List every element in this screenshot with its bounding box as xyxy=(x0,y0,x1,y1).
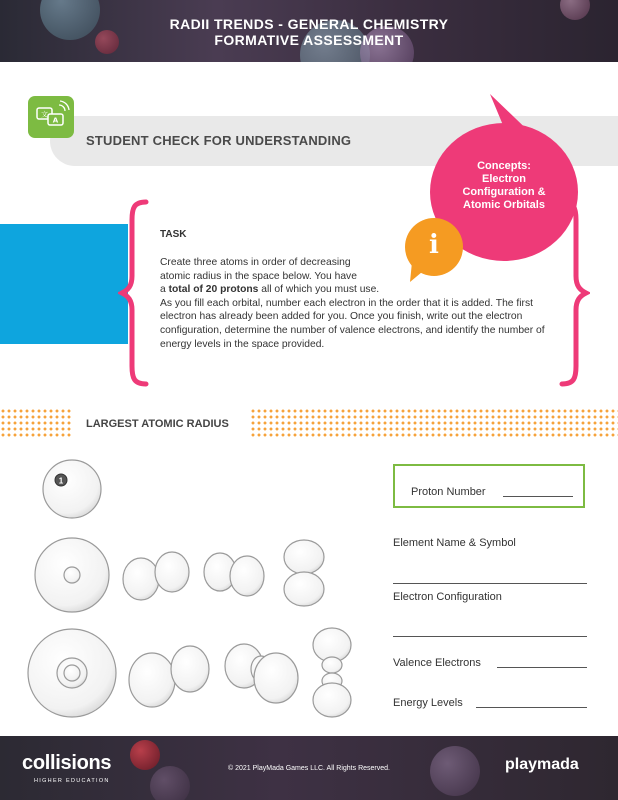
svg-text:文: 文 xyxy=(41,110,48,119)
atom2-p-orbital xyxy=(284,572,324,606)
copyright-text: © 2021 PlayMada Games LLC. All Rights Reserved. xyxy=(228,765,390,772)
valence-electrons-blank[interactable] xyxy=(497,667,587,668)
concepts-line: Atomic Orbitals xyxy=(463,199,545,211)
atom3-p-orbital xyxy=(254,653,298,703)
task-line: Create three atoms in order of decreasing xyxy=(160,257,351,268)
concepts-line: Configuration & xyxy=(462,186,546,198)
atom3-nucleus xyxy=(64,665,80,681)
task-line: As you fill each orbital, number each electron in the order that it is added. The first electron has already been added for you. Once you finish, write out the electron configuration, determine the number of valence electrons, and identify the number of energy levels in the space provided. xyxy=(160,297,545,350)
atom2-p-orbital xyxy=(155,552,189,592)
proton-number-label: Proton Number xyxy=(411,486,486,498)
task-line: atomic radius in the space below. You have xyxy=(160,270,357,282)
atom3-p-orbital xyxy=(313,683,351,717)
atom3-p-orbital xyxy=(322,657,342,673)
concepts-text xyxy=(442,160,566,212)
svg-text:A: A xyxy=(52,116,59,125)
atom-diagrams xyxy=(0,440,380,730)
dotted-divider-left xyxy=(0,408,72,438)
page-subtitle: FORMATIVE ASSESSMENT xyxy=(214,32,404,48)
task-text: a xyxy=(160,284,169,296)
atom3-p-orbital xyxy=(129,653,175,707)
concepts-line: Electron xyxy=(481,173,526,185)
page-title: RADII TRENDS - GENERAL CHEMISTRY xyxy=(169,16,449,32)
dotted-divider-right xyxy=(250,408,618,438)
atom1-orbital xyxy=(43,460,101,518)
electron-configuration-blank[interactable] xyxy=(393,636,587,637)
atom2-p-orbital xyxy=(230,556,264,596)
proton-number-blank[interactable] xyxy=(503,496,573,497)
energy-levels-blank[interactable] xyxy=(476,707,587,708)
valence-electrons-label: Valence Electrons xyxy=(393,657,481,669)
first-electron-number: 1 xyxy=(58,476,64,486)
atom2-p-orbital xyxy=(284,540,324,574)
atom2-nucleus xyxy=(64,567,80,583)
atom3-p-orbital xyxy=(171,646,209,692)
section-banner-title: STUDENT CHECK FOR UNDERSTANDING xyxy=(86,133,352,148)
electron-configuration-label: Electron Configuration xyxy=(393,591,502,603)
task-heading: TASK xyxy=(160,229,187,240)
task-line xyxy=(160,283,552,297)
task-instructions xyxy=(160,256,552,351)
element-name-blank[interactable] xyxy=(393,583,587,584)
concepts-line: Concepts: xyxy=(477,160,531,172)
element-name-label: Element Name & Symbol xyxy=(393,537,516,549)
collisions-logo: collisions xyxy=(22,752,112,774)
info-glyph: i xyxy=(429,230,439,260)
playmada-logo: playmada xyxy=(505,756,579,773)
left-brace-decoration xyxy=(118,198,154,388)
chat-translate-icon xyxy=(28,96,74,138)
accent-bar xyxy=(0,224,128,344)
atom2-p-orbital xyxy=(123,558,159,600)
task-highlight: total of 20 protons xyxy=(168,284,259,296)
energy-levels-label: Energy Levels xyxy=(393,697,463,709)
collisions-logo-subtitle: HIGHER EDUCATION xyxy=(34,778,110,784)
section-heading: LARGEST ATOMIC RADIUS xyxy=(86,418,229,430)
task-text: all of which you must use. xyxy=(258,284,380,296)
